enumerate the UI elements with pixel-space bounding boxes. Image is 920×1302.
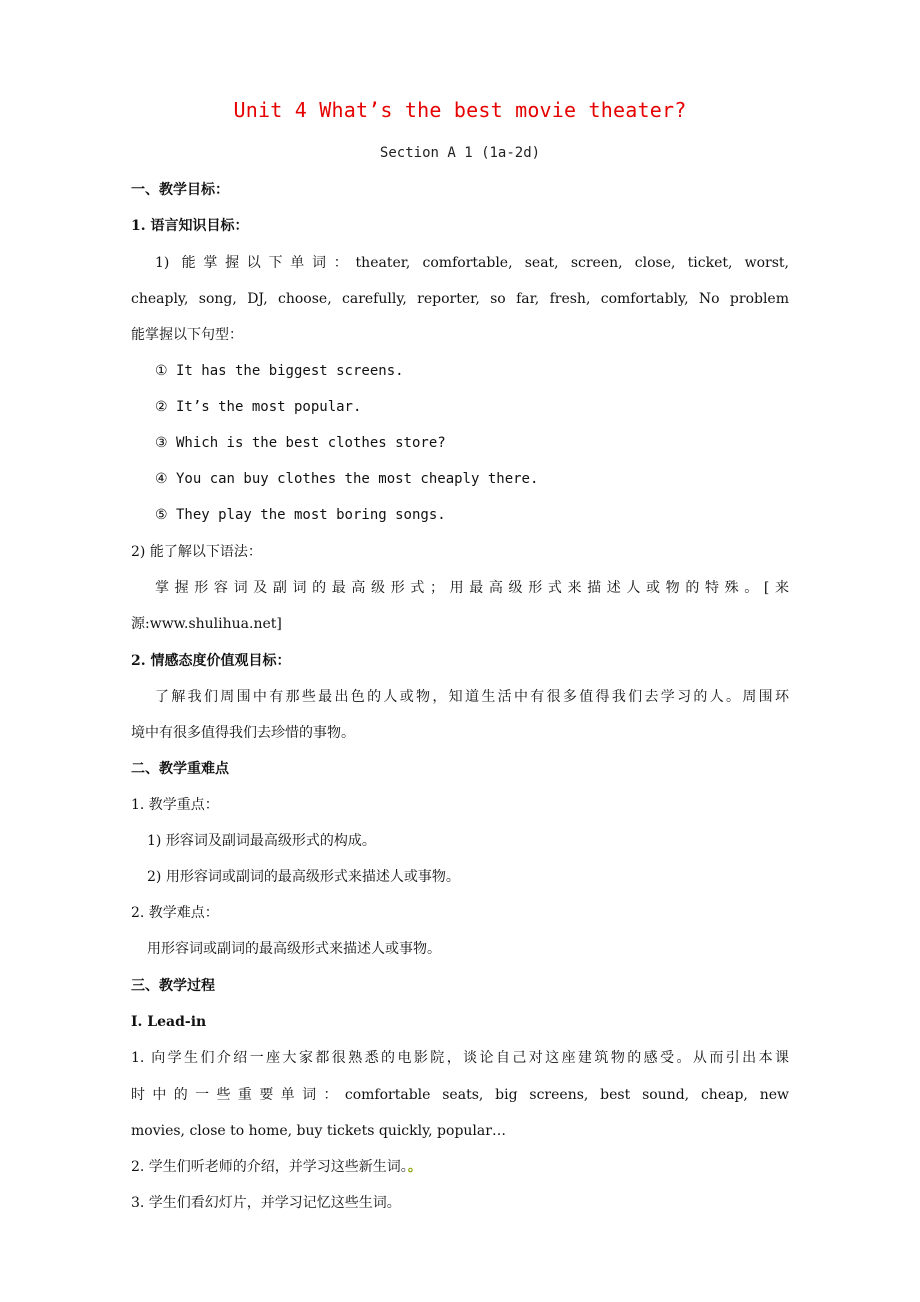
paragraph-line: 境中有很多值得我们去珍惜的事物。 [131,725,355,741]
section-heading: 一、教学目标： [131,182,229,198]
sentence-item: ① It has the biggest screens. [155,363,404,379]
paragraph-line: 用形容词或副词的最高级形式来描述人或事物。 [147,941,441,957]
paragraph-line: movies, close to home, buy tickets quickly, popular… [131,1123,506,1139]
sentence-item: ⑤ They play the most boring songs. [155,507,446,523]
paragraph-line: cheaply, song, DJ, choose, carefully, reporter, so far, fresh, comfortably, No problem [131,291,789,307]
document-title: Unit 4 What’s the best movie theater? [233,98,687,122]
document-subtitle: Section A 1 (1a-2d) [379,145,541,161]
paragraph-line: 源:www.shulihua.net] [131,616,282,632]
paragraph-line: 时中的一些重要单词：comfortable seats, big screens, best sound, cheap, new [131,1087,789,1103]
subsection-heading: 2. 情感态度价值观目标： [131,653,291,669]
paragraph-line: 能掌握以下句型： [131,327,243,343]
subsection-heading: Ⅰ. Lead-in [131,1014,207,1030]
sentence-item: ② It’s the most popular. [155,399,362,415]
paragraph-line: 2) 能了解以下语法： [131,544,262,560]
sentence-item: ③ Which is the best clothes store? [155,435,446,451]
paragraph-line: 1) 形容词及副词最高级形式的构成。 [147,833,376,849]
paragraph-text: 2. 学生们听老师的介绍，并学习这些新生词。 [131,1159,408,1175]
stray-mark: 。 [407,1159,422,1175]
paragraph-line: 了解我们周围中有那些最出色的人或物，知道生活中有很多值得我们去学习的人。周围环 [155,689,789,705]
paragraph-line: 掌握形容词及副词的最高级形式；用最高级形式来描述人或物的特殊。[来 [155,580,789,596]
paragraph-line: 1. 教学重点： [131,797,219,813]
paragraph-line: 1) 能掌握以下单词：theater, comfortable, seat, screen, close, ticket, worst, [155,255,789,271]
paragraph-line [131,1157,422,1177]
section-heading: 三、教学过程 [131,978,215,994]
sentence-item: ④ You can buy clothes the most cheaply there. [155,471,539,487]
paragraph-line: 2) 用形容词或副词的最高级形式来描述人或事物。 [147,869,460,885]
paragraph-line: 1. 向学生们介绍一座大家都很熟悉的电影院，谈论自己对这座建筑物的感受。从而引出本课 [131,1050,789,1066]
section-heading: 二、教学重难点 [131,761,229,777]
paragraph-line: 2. 教学难点： [131,905,219,921]
subsection-heading: 1. 语言知识目标： [131,218,249,234]
paragraph-line: 3. 学生们看幻灯片，并学习记忆这些生词。 [131,1195,401,1211]
